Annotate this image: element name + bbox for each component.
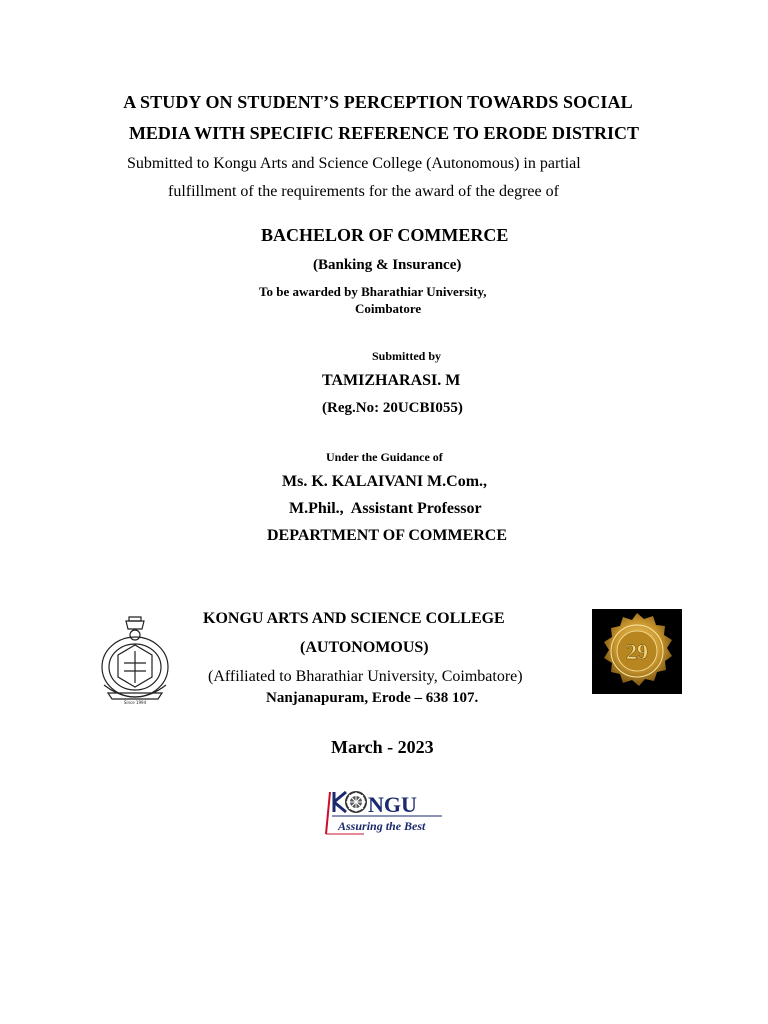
department: DEPARTMENT OF COMMERCE (267, 527, 508, 544)
college-status: (AUTONOMOUS) (300, 639, 429, 656)
title-line-1: A STUDY ON STUDENT’S PERCEPTION TOWARDS SOCIAL (123, 92, 633, 112)
wheel-icon (346, 792, 366, 812)
guidance-label: Under the Guidance of (326, 450, 443, 464)
submission-line-2: fulfillment of the requirements for the award of the degree of (168, 183, 559, 200)
anniversary-badge-logo (592, 609, 682, 694)
emblem-since-text: Since 1994 (123, 700, 147, 705)
college-address: Nanjanapuram, Erode – 638 107. (266, 690, 479, 706)
anniversary-number: 29 (626, 639, 648, 664)
anniversary-seal-icon (592, 609, 682, 694)
brand-tagline-text: Assuring the Best (338, 819, 426, 833)
college-emblem-logo (98, 615, 172, 707)
awarded-by-line-1: To be awarded by Bharathiar University, (259, 284, 487, 299)
student-reg-no: (Reg.No: 20UCBI055) (322, 400, 463, 416)
submission-line-1: Submitted to Kongu Arts and Science College (Autonomous) in partial (127, 155, 581, 172)
degree-specialization: (Banking & Insurance) (313, 257, 462, 273)
brand-name-text: NGU (368, 792, 417, 817)
awarded-by-line-2: Coimbatore (355, 301, 422, 316)
college-affiliation: (Affiliated to Bharathiar University, Coimbatore) (208, 668, 523, 685)
student-name: TAMIZHARASI. M (322, 372, 461, 389)
submitted-by-label: Submitted by (372, 349, 442, 363)
degree-name: BACHELOR OF COMMERCE (261, 225, 509, 245)
title-line-2: MEDIA WITH SPECIFIC REFERENCE TO ERODE DISTRICT (128, 123, 640, 143)
kongu-brand-logo (324, 786, 444, 836)
guide-qualification: M.Phil., Assistant Professor (289, 500, 482, 517)
college-name: KONGU ARTS AND SCIENCE COLLEGE (203, 610, 505, 627)
guide-name: Ms. K. KALAIVANI M.Com., (282, 473, 488, 490)
submission-date: March - 2023 (331, 737, 434, 757)
